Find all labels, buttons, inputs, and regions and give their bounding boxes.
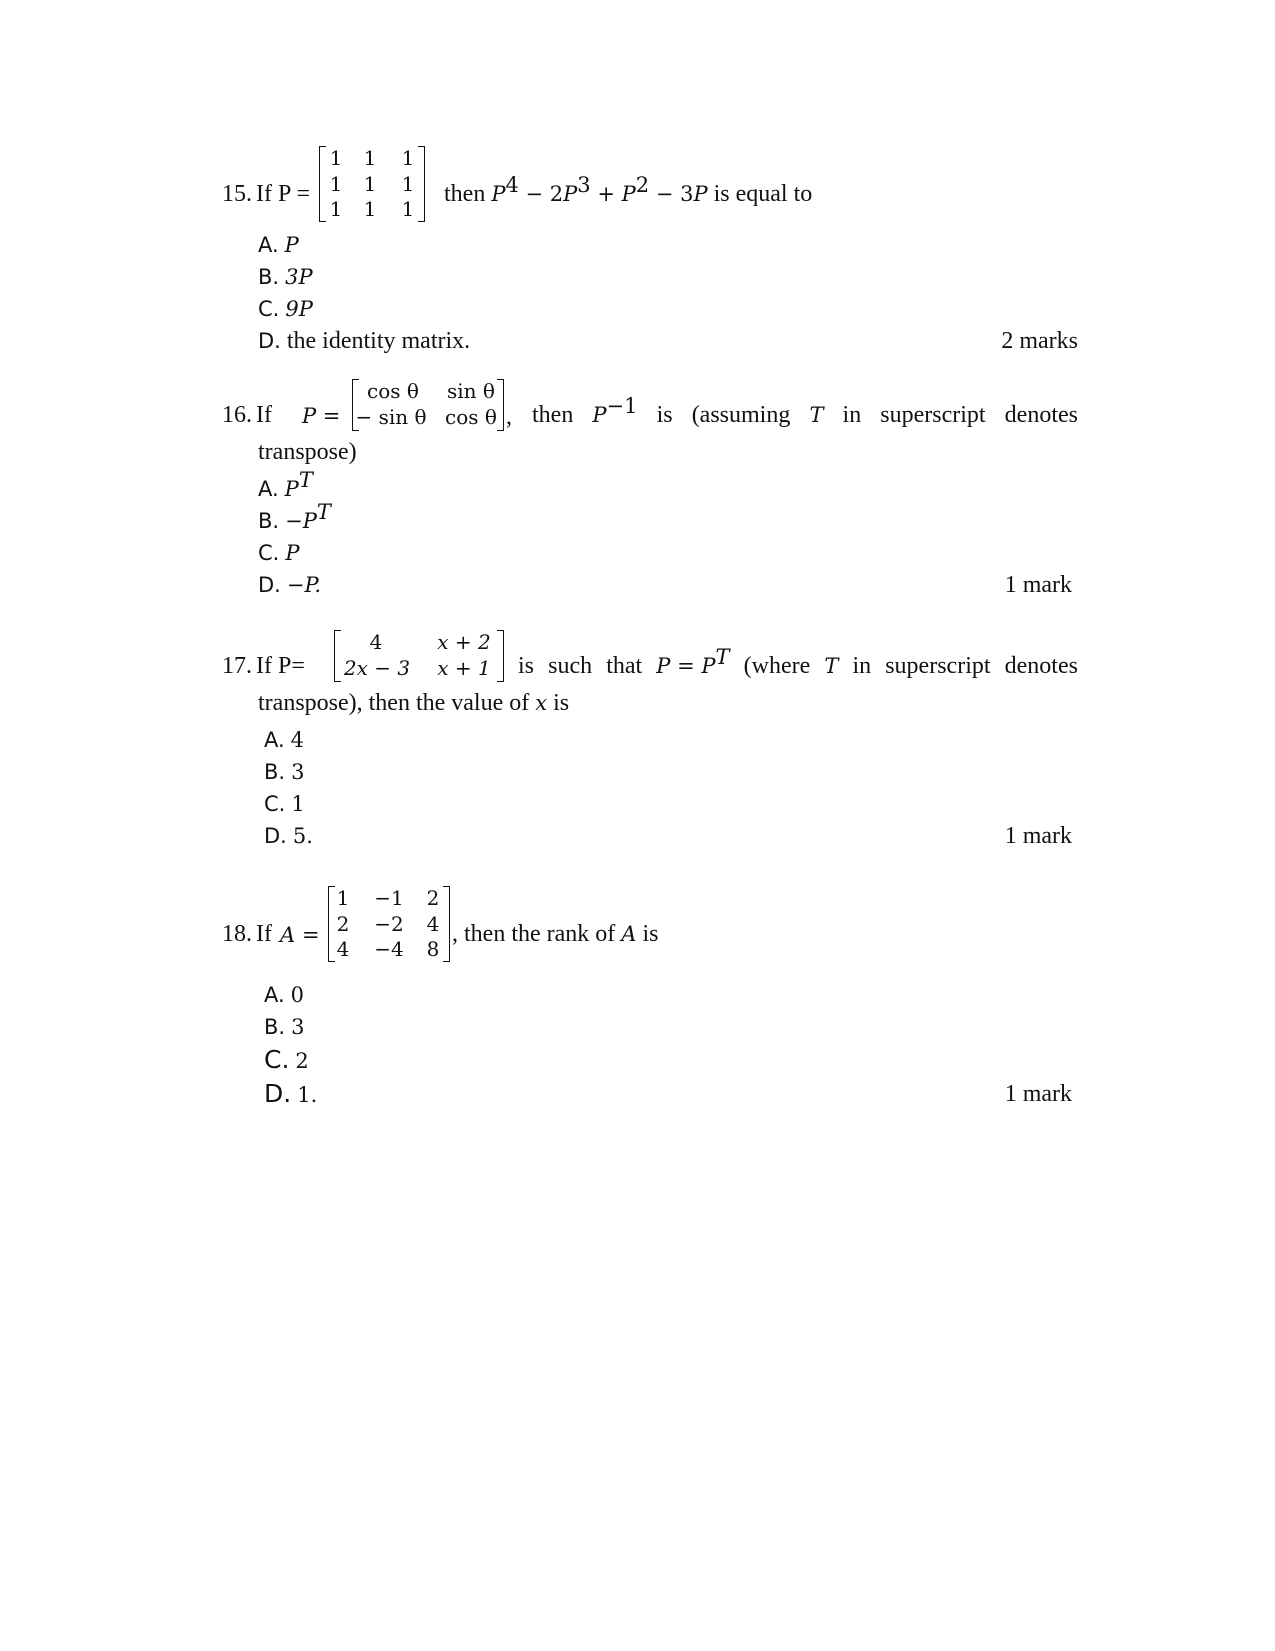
option-d: D. 1. <box>264 1079 318 1108</box>
equals-sign: = <box>302 923 320 947</box>
matrix-cell: 1 <box>363 197 377 221</box>
marks-label: 1 mark <box>1004 823 1072 849</box>
option-b: B. 3 <box>264 760 305 784</box>
matrix-cell: x + 2 <box>437 630 491 654</box>
option-c: C. 9P <box>258 297 313 321</box>
matrix-cell: 1 <box>401 172 415 196</box>
matrix-cell: 1 <box>329 146 343 170</box>
matrix-comma: , <box>506 404 512 430</box>
matrix-cell: − sin θ <box>355 405 427 429</box>
question-stem-if: If <box>256 921 272 947</box>
matrix-cell: 4 <box>336 937 350 961</box>
option-d: D. the identity matrix. <box>258 328 471 354</box>
option-b: B. 3 <box>264 1015 305 1039</box>
option-a: A. 0 <box>264 983 305 1007</box>
option-b: B. 3P <box>258 265 313 289</box>
question-stem: , then the rank of A is <box>452 921 659 947</box>
matrix-cell: 1 <box>329 197 343 221</box>
option-a: A. $P^T$ <box>258 468 313 501</box>
question-stem: then $P^4 - 2P^3 + P^2 - 3P$ is equal to <box>444 173 813 207</box>
matrix-cell: 8 <box>426 937 440 961</box>
question-number: 15. <box>222 181 252 207</box>
matrix-lhs: P = <box>302 404 341 428</box>
question-stem-if: If <box>256 402 272 428</box>
marks-label: 1 mark <box>1004 572 1072 598</box>
question-16 <box>222 379 1078 600</box>
matrix-cell: sin θ <box>447 379 495 403</box>
matrix-p <box>334 630 504 682</box>
matrix-cell: 2x − 3 <box>343 656 411 680</box>
question-stem-if: If P= <box>256 653 305 679</box>
question-stem: is such that $P = P^T$ (where T in superscript denotes <box>518 645 1078 679</box>
option-b: B. $-P^T$ <box>258 500 331 533</box>
matrix-p <box>352 379 504 431</box>
matrix-p <box>319 146 425 222</box>
marks-label: 2 marks <box>1001 328 1078 354</box>
matrix-cell: x + 1 <box>437 656 491 680</box>
matrix-cell: cos θ <box>445 405 497 429</box>
matrix-cell: 1 <box>401 197 415 221</box>
matrix-cell: 4 <box>426 912 440 936</box>
matrix-cell: 1 <box>363 146 377 170</box>
question-number: 17. <box>222 653 252 679</box>
question-stem-line2: transpose), then the value of x is <box>258 690 570 716</box>
question-stem-line2: transpose) <box>258 439 357 465</box>
question-18 <box>222 880 1078 1110</box>
matrix-cell: cos θ <box>367 379 419 403</box>
matrix-cell: −1 <box>374 886 404 910</box>
marks-label: 1 mark <box>1004 1081 1072 1107</box>
option-c: C. 1 <box>264 792 305 816</box>
matrix-cell: 1 <box>329 172 343 196</box>
question-number: 18. <box>222 921 252 947</box>
matrix-cell: −4 <box>374 937 404 961</box>
matrix-cell: 1 <box>336 886 350 910</box>
matrix-cell: 4 <box>369 630 383 654</box>
option-a: A. P <box>258 233 299 257</box>
option-c: C. 2 <box>264 1045 309 1074</box>
option-d: D. 5. <box>264 824 313 848</box>
matrix-cell: 1 <box>401 146 415 170</box>
matrix-cell: 2 <box>426 886 440 910</box>
question-stem: then $P^{-1}$ is (assuming T in superscript denotes <box>532 394 1078 428</box>
matrix-a <box>328 886 450 962</box>
matrix-variable: A <box>280 923 296 947</box>
question-stem-if: If P = <box>256 181 310 207</box>
option-a: A. 4 <box>264 728 305 752</box>
matrix-cell: 1 <box>363 172 377 196</box>
question-15 <box>222 140 1078 355</box>
question-number: 16. <box>222 402 252 428</box>
option-d: D. −P. <box>258 573 322 597</box>
option-c: C. P <box>258 541 300 565</box>
question-17 <box>222 630 1078 851</box>
matrix-cell: 2 <box>336 912 350 936</box>
matrix-cell: −2 <box>374 912 404 936</box>
